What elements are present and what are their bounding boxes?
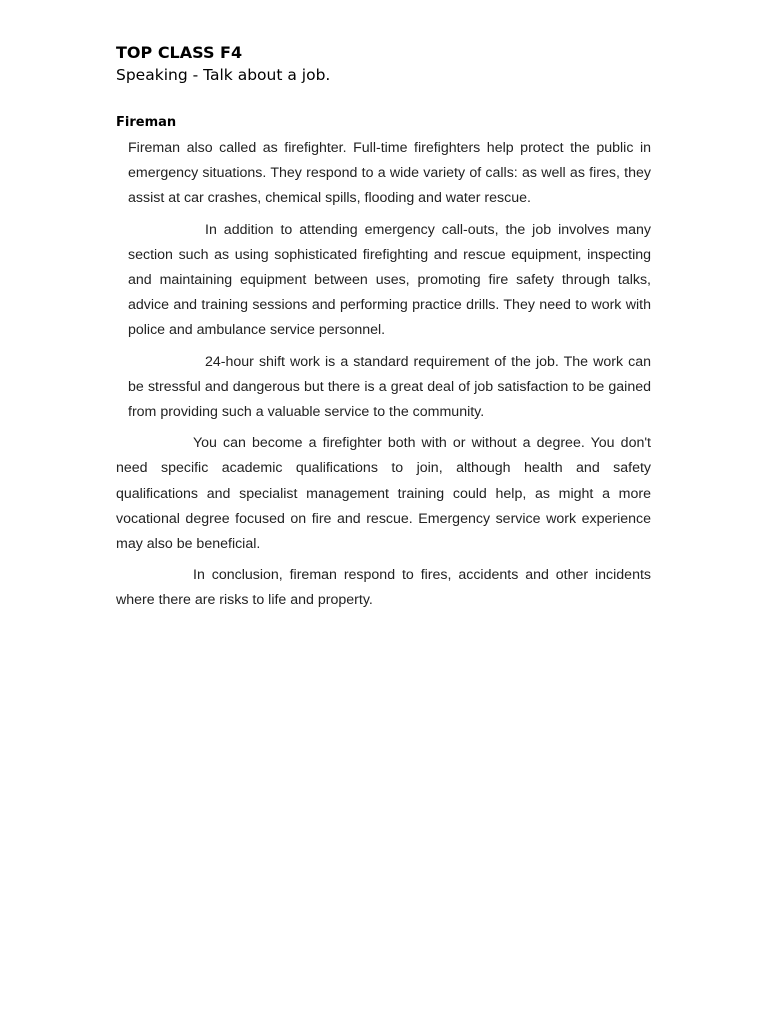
document-page <box>116 42 651 614</box>
paragraph-duties: In addition to attending emergency call-outs, the job involves many section such as using sophisticated firefighting and rescue equipment, inspecting and maintaining equipment between uses, promoting fire safety through talks, advice and training sessions and performing practice drills. They need to work with police and ambulance service personnel. <box>128 221 651 339</box>
paragraph-qualifications: You can become a firefighter both with or without a degree. You don't need specific academic qualifications to join, although health and safety qualifications and specialist management training could help, as might a more vocational degree focused on fire and rescue. Emergency service work experience may also be beneficial. <box>116 435 651 553</box>
document-subtitle: Speaking - Talk about a job. <box>116 66 331 84</box>
document-title: TOP CLASS F4 <box>116 43 243 62</box>
paragraph-conclusion: In conclusion, fireman respond to fires, accidents and other incidents where there are risks to life and property. <box>116 567 651 609</box>
paragraph-intro: Fireman also called as firefighter. Full-time firefighters help protect the public in emergency situations. They respond to a wide variety of calls: as well as fires, they assist at car crashes, chemical spills, flooding and water rescue. <box>128 140 651 207</box>
paragraph-shift-work: 24-hour shift work is a standard requirement of the job. The work can be stressful and dangerous but there is a great deal of job satisfaction to be gained from providing such a valuable service to the community. <box>128 353 651 421</box>
section-heading: Fireman <box>116 115 177 130</box>
